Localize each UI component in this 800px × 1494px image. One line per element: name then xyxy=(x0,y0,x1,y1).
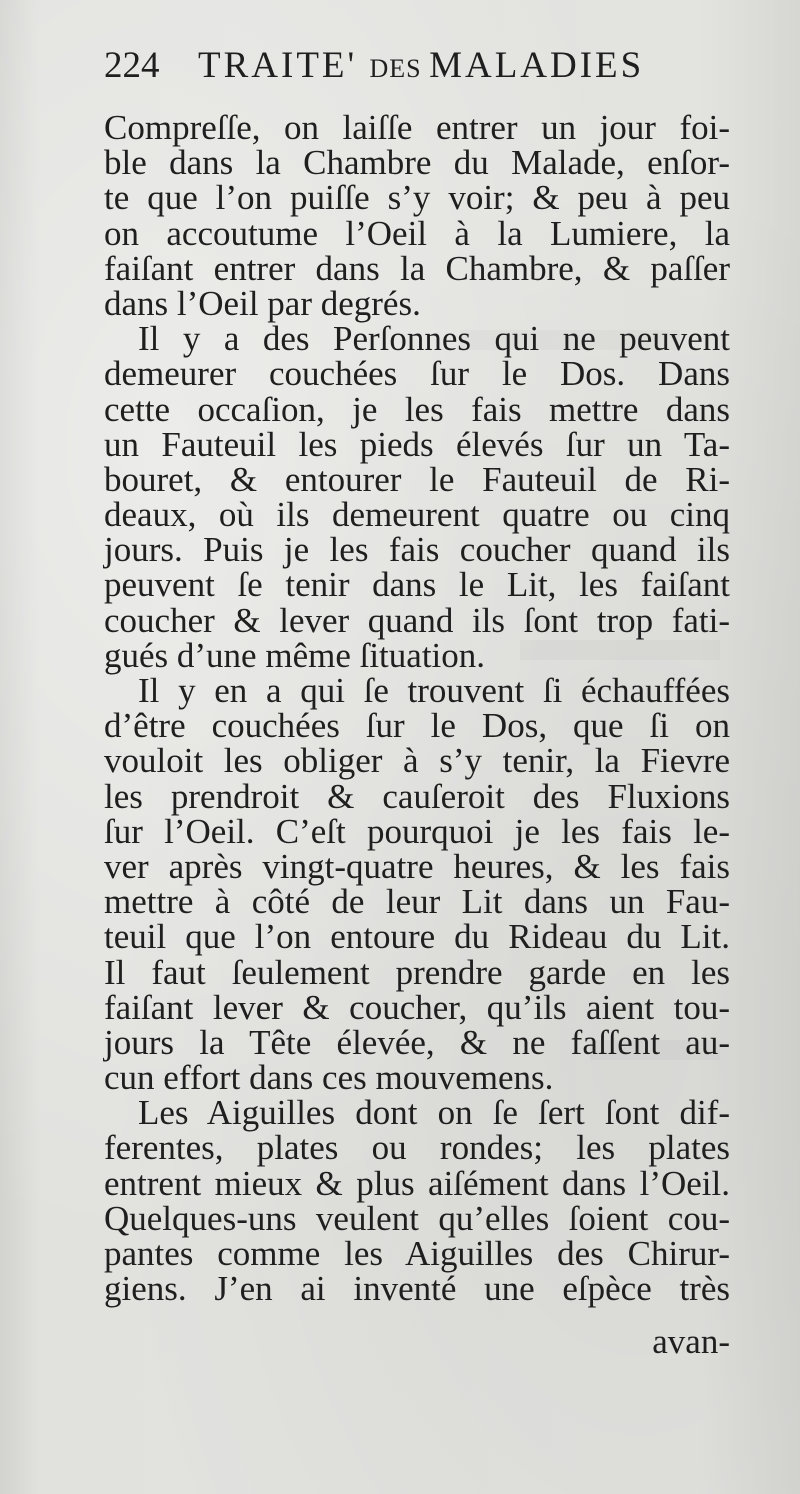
text-line: bouret, & entourer le Fauteuil de Ri- xyxy=(104,459,730,499)
text-line: Il y a des Perſonnes qui ne peuvent xyxy=(138,319,730,359)
page-number: 224 xyxy=(104,45,160,86)
text-line: faiſant lever & coucher, qu’ils aient tou- xyxy=(104,987,730,1027)
running-header xyxy=(104,44,704,88)
text-line: ver après vingt-quatre heures, & les fais xyxy=(104,846,730,886)
text-line: mettre à côté de leur Lit dans un Fau- xyxy=(104,882,730,922)
text-line: entrent mieux & plus aiſément dans l’Oeil. xyxy=(104,1163,730,1203)
text-line: ſur l’Oeil. C’eſt pourquoi je les fais le- xyxy=(104,811,730,851)
text-line: Compreſſe, on laiſſe entrer un jour foi- xyxy=(104,108,730,147)
catchword: avan- xyxy=(652,1322,730,1361)
text-line: les prendroit & cauſeroit des Fluxions xyxy=(104,776,730,816)
text-line: Quelques-uns veulent qu’elles ſoient cou- xyxy=(104,1198,730,1238)
text-line: vouloit les obliger à s’y tenir, la Fievre xyxy=(104,741,730,781)
text-line: coucher & lever quand ils ſont trop fati- xyxy=(104,600,730,640)
text-line: faiſant entrer dans la Chambre, & paſſer xyxy=(104,248,730,288)
text-line: gués d’une même ſituation. xyxy=(104,635,486,675)
text-line: teuil que l’on entoure du Rideau du Lit. xyxy=(104,917,730,957)
body-text xyxy=(104,108,730,1309)
running-title xyxy=(198,44,644,91)
running-title-word: DES xyxy=(369,54,430,83)
text-line: Les Aiguilles dont on ſe ſert ſont dif- xyxy=(138,1093,730,1133)
text-line: te que l’on puiſſe s’y voir; & peu à peu xyxy=(104,178,730,218)
running-title-word: TRAITE' xyxy=(198,45,370,86)
text-line: jours. Puis je les fais coucher quand ils xyxy=(104,530,730,570)
text-line: Il faut ſeulement prendre garde en les xyxy=(104,952,730,992)
text-line: jours la Tête élevée, & ne faſſent au- xyxy=(104,1022,730,1062)
text-line: demeurer couchées ſur le Dos. Dans xyxy=(104,354,730,394)
text-line: d’être couchées ſur le Dos, que ſi on xyxy=(104,706,730,746)
text-line: ble dans la Chambre du Malade, enſor- xyxy=(104,143,730,183)
text-line: un Fauteuil les pieds élevés ſur un Ta- xyxy=(104,424,730,464)
text-line: Il y en a qui ſe trouvent ſi échauffées xyxy=(138,671,730,710)
text-line: deaux, où ils demeurent quatre ou cinq xyxy=(104,495,730,535)
text-line: cette occaſion, je les fais mettre dans xyxy=(104,389,730,429)
text-line: giens. J’en ai inventé une eſpèce très xyxy=(104,1269,730,1309)
text-line: dans l’Oeil par degrés. xyxy=(104,283,421,323)
running-title-word: MALADIES xyxy=(429,45,645,86)
text-line: ferentes, plates ou rondes; les plates xyxy=(104,1128,730,1168)
text-line: pantes comme les Aiguilles des Chirur- xyxy=(104,1234,730,1273)
text-line: cun effort dans ces mouvemens. xyxy=(104,1058,554,1098)
text-line: on accoutume l’Oeil à la Lumiere, la xyxy=(104,213,730,253)
text-line: peuvent ſe tenir dans le Lit, les faiſant xyxy=(104,565,730,605)
